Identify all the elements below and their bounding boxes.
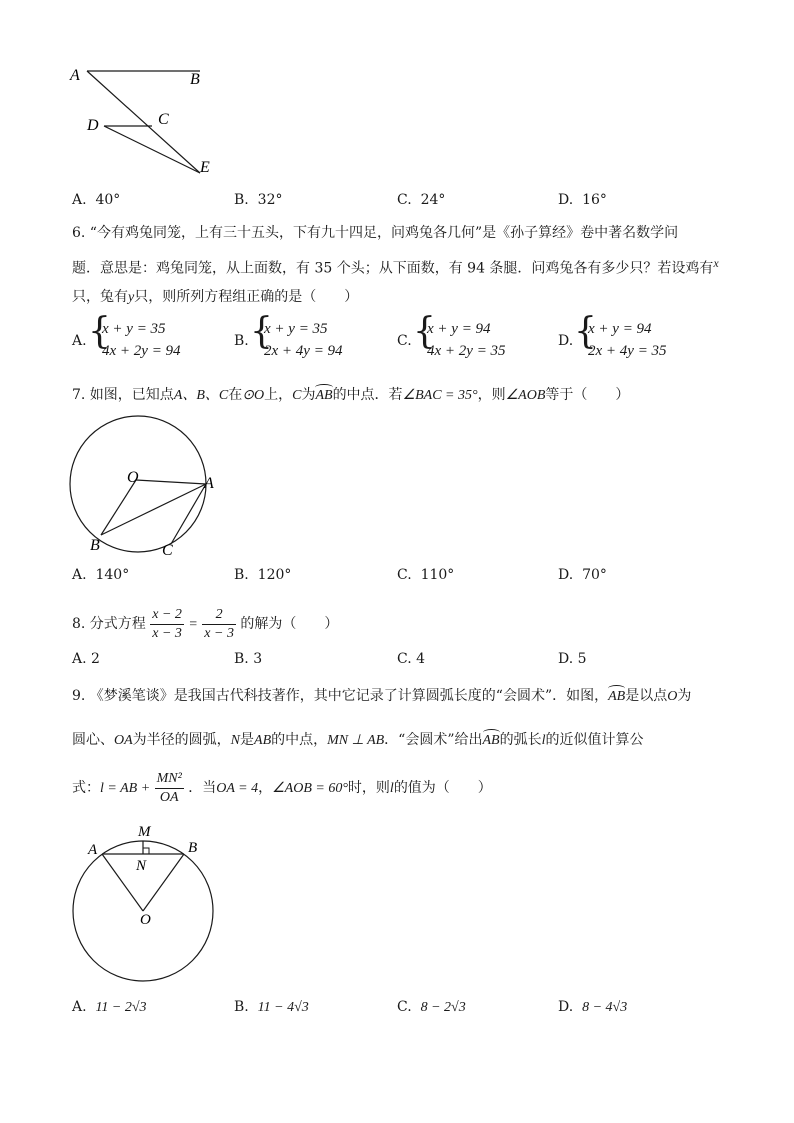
q7-option-d[interactable]: D. 70° [558, 567, 607, 583]
q9-option-a[interactable]: A. 11 − 2√3 [72, 999, 147, 1015]
label-c: C [158, 111, 169, 128]
q5-option-d[interactable]: D. 16° [558, 192, 607, 208]
line-de [104, 126, 200, 173]
q7-stem: 7. 如图，已知点A、B、C在⊙O上，C为AB的中点．若∠BAC = 35°，则∠AOB等于（ ） [72, 387, 630, 403]
q8-option-b[interactable]: B. 3 [234, 651, 263, 667]
q9-option-d[interactable]: D. 8 − 4√3 [558, 999, 628, 1015]
q8-stem: 8. 分式方程 $\frac{x - 2}{x - 3}$ = $\frac{2}{x - 3}$ 的解为（ ） [72, 606, 339, 641]
q9-option-b[interactable]: B. 11 − 4√3 [234, 999, 309, 1015]
label-b: B [188, 840, 198, 856]
q7-figure [66, 412, 236, 562]
label-o: O [127, 469, 139, 486]
q5-figure [60, 58, 230, 188]
q8-option-a[interactable]: A. 2 [72, 651, 100, 667]
q6-line-1: 6. “今有鸡兔同笼，上有三十五头，下有九十四足，问鸡兔各几何”是《孙子算经》卷中著名数学问 [72, 225, 679, 241]
q9-line-1: 9. 《梦溪笔谈》是我国古代科技著作，其中它记录了计算圆弧长度的“会圆术”．如图，AB是以点O为 [72, 688, 692, 704]
q6-line-3: 只，兔有y只，则所列方程组正确的是（ ） [72, 289, 359, 305]
q8-option-d[interactable]: D. 5 [558, 651, 587, 667]
q9-line-2: 圆心、OA为半径的圆弧，N是AB的中点，MN ⊥ AB．“会圆术”给出AB的弧长l的近似值计算公 [72, 732, 644, 748]
line-ae [87, 71, 200, 173]
q7-option-b[interactable]: B. 120° [234, 567, 292, 583]
q9-option-c[interactable]: C. 8 − 2√3 [397, 999, 466, 1015]
q5-option-a[interactable]: A. 40° [72, 192, 121, 208]
label-a: A [204, 475, 214, 492]
label-e: E [200, 159, 210, 176]
q9-line-3: 式：l = AB + $\frac{\text{MN²}}{OA}$ ．当OA = 4，∠AOB = 60°时，则l的值为（ ） [72, 770, 492, 805]
right-angle-mark [143, 848, 149, 854]
label-n: N [136, 858, 147, 874]
q9-figure [66, 818, 226, 988]
q8-option-c[interactable]: C. 4 [397, 651, 426, 667]
label-a: A [70, 67, 80, 84]
label-d: D [87, 117, 99, 134]
q7-option-c[interactable]: C. 110° [397, 567, 455, 583]
label-o: O [140, 912, 151, 928]
q5-option-c[interactable]: C. 24° [397, 192, 446, 208]
q6-line-2: 题．意思是：鸡兔同笼，从上面数，有 35 个头；从下面数，有 94 条腿．问鸡兔各有多少只？若设鸡有$^x$ [72, 257, 719, 277]
label-c: C [162, 542, 173, 559]
label-b: B [190, 71, 200, 88]
q5-option-b[interactable]: B. 32° [234, 192, 283, 208]
line-oa [136, 480, 206, 484]
label-b: B [90, 537, 100, 554]
line-bo [143, 854, 184, 911]
q7-option-a[interactable]: A. 140° [72, 567, 130, 583]
label-a: A [88, 842, 98, 858]
label-m: M [138, 824, 151, 840]
